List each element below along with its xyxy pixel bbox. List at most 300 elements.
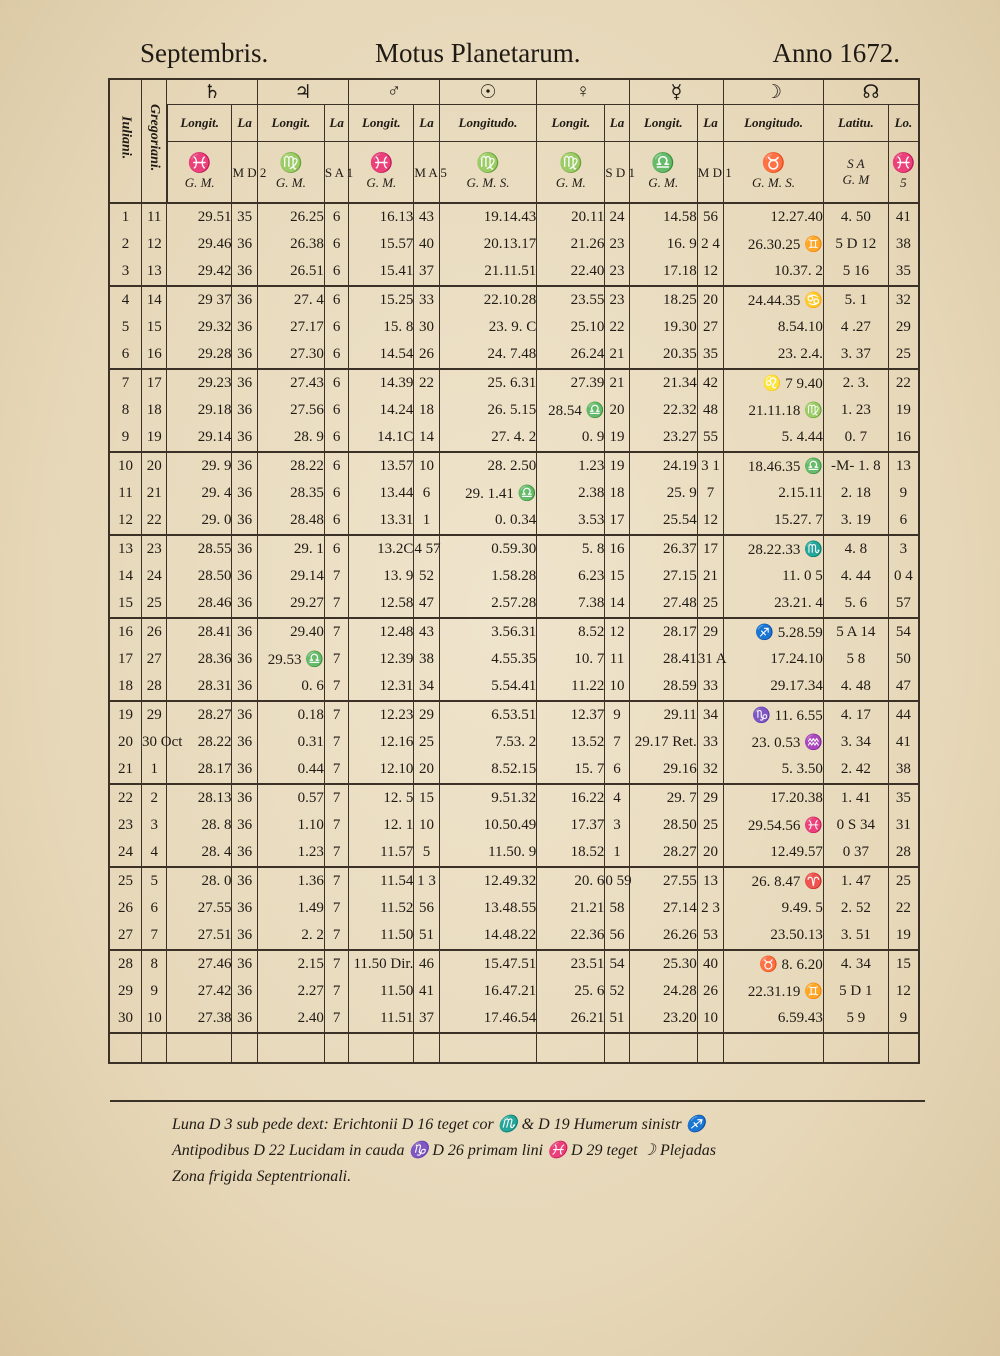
cell-vel: 11 <box>605 646 629 673</box>
cell-sa: 29.46 <box>167 231 232 258</box>
node-sign-cell: ♓ 5 <box>888 142 919 204</box>
cell-mo: 22.31.19 ♊ <box>724 978 824 1005</box>
cell-j: 7 <box>109 369 142 397</box>
cell-mal: 43 <box>414 618 439 646</box>
table-row <box>109 341 919 369</box>
cell-ve: 21.21 <box>537 895 605 922</box>
cell-g: 14 <box>142 286 167 314</box>
cell-g: 17 <box>142 369 167 397</box>
cell-no: 13 <box>888 452 919 480</box>
cell-ma: 12. 1 <box>349 812 414 839</box>
cell-mo: 24.44.35 ♋ <box>724 286 824 314</box>
cell-g: 16 <box>142 341 167 369</box>
cell-ve: 11.22 <box>537 673 605 701</box>
cell-ma: 12.48 <box>349 618 414 646</box>
cell-mo: 5. 4.44 <box>724 424 824 452</box>
cell-g: 20 <box>142 452 167 480</box>
empty-cell <box>823 1033 888 1063</box>
moon-latitude-label: Latitu. <box>823 105 888 142</box>
cell-mo: 23. 2.4. <box>724 341 824 369</box>
cell-ma: 13.31 <box>349 507 414 535</box>
cell-j: 13 <box>109 535 142 563</box>
cell-la: 2. 18 <box>823 480 888 507</box>
cell-sa: 29.32 <box>167 314 232 341</box>
cell-me: 25. 9 <box>629 480 697 507</box>
cell-jul: 7 <box>324 563 348 590</box>
cell-vel: 6 <box>605 756 629 784</box>
cell-me: 20.35 <box>629 341 697 369</box>
cell-no: 28 <box>888 839 919 867</box>
cell-g: 13 <box>142 258 167 286</box>
empty-cell <box>349 1033 414 1063</box>
cell-no: 25 <box>888 341 919 369</box>
cell-la: 0 S 34 <box>823 812 888 839</box>
cell-mal: 30 <box>414 314 439 341</box>
table-row <box>109 867 919 895</box>
cell-g: 11 <box>142 203 167 231</box>
cell-sa: 29.18 <box>167 397 232 424</box>
cell-me: 28.41 <box>629 646 697 673</box>
table-row <box>109 812 919 839</box>
cell-no: 9 <box>888 480 919 507</box>
cell-vel: 56 <box>605 922 629 950</box>
table-row <box>109 618 919 646</box>
cell-me: 29.17 Ret. <box>629 729 697 756</box>
cell-mal: 6 <box>414 480 439 507</box>
pisces-icon: ♓ <box>187 153 212 174</box>
cell-vel: 0 59 <box>605 867 629 895</box>
cell-j: 27 <box>109 922 142 950</box>
cell-sal: 36 <box>232 480 257 507</box>
cell-no: 57 <box>888 590 919 618</box>
cell-ju: 27.17 <box>257 314 324 341</box>
cell-so: 3.56.31 <box>439 618 537 646</box>
cell-ve: 22.36 <box>537 922 605 950</box>
cell-mal: 52 <box>414 563 439 590</box>
table-row <box>109 480 919 507</box>
cell-vel: 24 <box>605 203 629 231</box>
cell-mo: 23.21. 4 <box>724 590 824 618</box>
cell-so: 23. 9. C <box>439 314 537 341</box>
mercury-latitude-label: La <box>697 105 723 142</box>
cell-sal: 36 <box>232 701 257 729</box>
cell-mel: 35 <box>697 341 723 369</box>
cell-jul: 6 <box>324 258 348 286</box>
cell-mo: ♑ 11. 6.55 <box>724 701 824 729</box>
cell-sal: 36 <box>232 424 257 452</box>
cell-vel: 23 <box>605 258 629 286</box>
cell-ma: 11.52 <box>349 895 414 922</box>
cell-ve: 26.21 <box>537 1005 605 1033</box>
mars-latitude-label: La <box>414 105 439 142</box>
cell-sa: 29. 9 <box>167 452 232 480</box>
cell-g: 3 <box>142 812 167 839</box>
cell-j: 1 <box>109 203 142 231</box>
cell-ma: 15.25 <box>349 286 414 314</box>
cell-jul: 7 <box>324 729 348 756</box>
column-label-row <box>109 105 919 142</box>
cell-me: 23.27 <box>629 424 697 452</box>
table-row <box>109 646 919 673</box>
cell-so: 25. 6.31 <box>439 369 537 397</box>
cell-me: 14.58 <box>629 203 697 231</box>
libra-icon: ♎ <box>651 153 676 174</box>
cell-ju: 1.10 <box>257 812 324 839</box>
cell-so: 4.55.35 <box>439 646 537 673</box>
cell-ve: 5. 8 <box>537 535 605 563</box>
header-title: Motus Planetarum. <box>375 38 581 68</box>
cell-so: 14.48.22 <box>439 922 537 950</box>
cell-mal: 14 <box>414 424 439 452</box>
cell-vel: 23 <box>605 286 629 314</box>
cell-sa: 27.38 <box>167 1005 232 1033</box>
cell-sal: 35 <box>232 203 257 231</box>
cell-jul: 7 <box>324 812 348 839</box>
cell-ve: 7.38 <box>537 590 605 618</box>
cell-la: 5 D 1 <box>823 978 888 1005</box>
cell-ju: 29.40 <box>257 618 324 646</box>
cell-vel: 1 <box>605 839 629 867</box>
cell-jul: 7 <box>324 922 348 950</box>
cell-la: 5 8 <box>823 646 888 673</box>
cell-so: 21.11.51 <box>439 258 537 286</box>
mars-symbol: ♂ <box>349 79 439 105</box>
cell-la: 5 16 <box>823 258 888 286</box>
cell-no: 15 <box>888 950 919 978</box>
cell-no: 12 <box>888 978 919 1005</box>
cell-sal: 36 <box>232 258 257 286</box>
cell-g: 23 <box>142 535 167 563</box>
cell-mel: 20 <box>697 839 723 867</box>
cell-ju: 0. 6 <box>257 673 324 701</box>
cell-mel: 10 <box>697 1005 723 1033</box>
empty-cell <box>109 1033 142 1063</box>
saturn-symbol: ♄ <box>167 79 257 105</box>
cell-sal: 36 <box>232 507 257 535</box>
cell-mel: 56 <box>697 203 723 231</box>
cell-no: 16 <box>888 424 919 452</box>
cell-mal: 10 <box>414 452 439 480</box>
cell-so: 8.52.15 <box>439 756 537 784</box>
cell-j: 25 <box>109 867 142 895</box>
cell-jul: 6 <box>324 314 348 341</box>
cell-so: 2.57.28 <box>439 590 537 618</box>
cell-sal: 36 <box>232 314 257 341</box>
cell-no: 0 4 <box>888 563 919 590</box>
mercury-lat-code: M D 1 <box>697 142 723 204</box>
cell-sa: 29. 4 <box>167 480 232 507</box>
cell-j: 23 <box>109 812 142 839</box>
cell-mel: 2 4 <box>697 231 723 258</box>
cell-la: 4. 34 <box>823 950 888 978</box>
cell-no: 32 <box>888 286 919 314</box>
cell-me: 26.37 <box>629 535 697 563</box>
cell-jul: 7 <box>324 839 348 867</box>
table-row <box>109 369 919 397</box>
cell-me: 27.48 <box>629 590 697 618</box>
table-row <box>109 950 919 978</box>
cell-sa: 29 37 <box>167 286 232 314</box>
cell-mal: 25 <box>414 729 439 756</box>
table-row <box>109 258 919 286</box>
cell-ju: 2.15 <box>257 950 324 978</box>
footer-rule <box>110 1100 925 1102</box>
cell-ju: 26.51 <box>257 258 324 286</box>
cell-me: 24.28 <box>629 978 697 1005</box>
cell-la: 3. 34 <box>823 729 888 756</box>
cell-so: 15.47.51 <box>439 950 537 978</box>
cell-mel: 55 <box>697 424 723 452</box>
empty-cell <box>439 1033 537 1063</box>
cell-no: 29 <box>888 314 919 341</box>
cell-vel: 7 <box>605 729 629 756</box>
cell-no: 38 <box>888 231 919 258</box>
cell-sa: 28. 4 <box>167 839 232 867</box>
cell-mo: 5. 3.50 <box>724 756 824 784</box>
cell-vel: 15 <box>605 563 629 590</box>
cell-jul: 7 <box>324 701 348 729</box>
cell-sa: 28.17 <box>167 756 232 784</box>
table-row <box>109 673 919 701</box>
cell-me: 16. 9 <box>629 231 697 258</box>
cell-vel: 22 <box>605 314 629 341</box>
cell-so: 27. 4. 2 <box>439 424 537 452</box>
cell-ma: 13.44 <box>349 480 414 507</box>
cell-ju: 26.25 <box>257 203 324 231</box>
cell-vel: 4 <box>605 784 629 812</box>
cell-ma: 16.13 <box>349 203 414 231</box>
cell-g: 21 <box>142 480 167 507</box>
cell-j: 16 <box>109 618 142 646</box>
cell-ma: 11.50 <box>349 922 414 950</box>
venus-longitude-label: Longit. <box>537 105 605 142</box>
cell-sal: 36 <box>232 978 257 1005</box>
cell-la: 2. 42 <box>823 756 888 784</box>
cell-ve: 2.38 <box>537 480 605 507</box>
empty-cell <box>167 1033 232 1063</box>
cell-no: 35 <box>888 258 919 286</box>
cell-mo: ♌ 7 9.40 <box>724 369 824 397</box>
cell-j: 4 <box>109 286 142 314</box>
jupiter-lat-code: S A 1 <box>324 142 348 204</box>
cell-sa: 29.51 <box>167 203 232 231</box>
cell-g: 24 <box>142 563 167 590</box>
cell-ve: 8.52 <box>537 618 605 646</box>
cell-sa: 29.14 <box>167 424 232 452</box>
cell-ma: 12.23 <box>349 701 414 729</box>
cell-sal: 36 <box>232 231 257 258</box>
cell-mel: 48 <box>697 397 723 424</box>
cell-mal: 20 <box>414 756 439 784</box>
cell-la: 3. 19 <box>823 507 888 535</box>
cell-g: 15 <box>142 314 167 341</box>
cell-ve: 1.23 <box>537 452 605 480</box>
cell-sa: 28.22 <box>167 729 232 756</box>
cell-vel: 21 <box>605 341 629 369</box>
cell-ju: 27. 4 <box>257 286 324 314</box>
cell-me: 25.54 <box>629 507 697 535</box>
cell-so: 17.46.54 <box>439 1005 537 1033</box>
cell-sa: 27.51 <box>167 922 232 950</box>
header-year: Anno 1672. <box>772 38 900 68</box>
cell-me: 21.34 <box>629 369 697 397</box>
cell-j: 3 <box>109 258 142 286</box>
cell-me: 28.17 <box>629 618 697 646</box>
cell-ju: 2.27 <box>257 978 324 1005</box>
cell-no: 35 <box>888 784 919 812</box>
cell-so: 29. 1.41 ♎ <box>439 480 537 507</box>
cell-sa: 28.13 <box>167 784 232 812</box>
cell-mel: 25 <box>697 590 723 618</box>
empty-cell <box>629 1033 697 1063</box>
cell-sa: 27.42 <box>167 978 232 1005</box>
cell-ju: 29.53 ♎ <box>257 646 324 673</box>
cell-so: 13.48.55 <box>439 895 537 922</box>
cell-ma: 15.57 <box>349 231 414 258</box>
cell-mel: 32 <box>697 756 723 784</box>
cell-jul: 7 <box>324 895 348 922</box>
cell-mel: 34 <box>697 701 723 729</box>
cell-j: 28 <box>109 950 142 978</box>
pisces-icon: ♓ <box>369 153 394 174</box>
taurus-icon: ♉ <box>761 153 786 174</box>
cell-sa: 28. 8 <box>167 812 232 839</box>
cell-ma: 12.10 <box>349 756 414 784</box>
cell-mel: 29 <box>697 784 723 812</box>
cell-me: 28.50 <box>629 812 697 839</box>
cell-la: 1. 23 <box>823 397 888 424</box>
cell-vel: 9 <box>605 701 629 729</box>
cell-j: 21 <box>109 756 142 784</box>
cell-no: 22 <box>888 895 919 922</box>
cell-no: 22 <box>888 369 919 397</box>
cell-mal: 40 <box>414 231 439 258</box>
cell-vel: 58 <box>605 895 629 922</box>
table-row <box>109 978 919 1005</box>
cell-so: 11.50. 9 <box>439 839 537 867</box>
cell-jul: 6 <box>324 452 348 480</box>
cell-ju: 2.40 <box>257 1005 324 1033</box>
cell-me: 27.55 <box>629 867 697 895</box>
cell-jul: 7 <box>324 867 348 895</box>
cell-vel: 20 <box>605 397 629 424</box>
node-longitude-label: Lo. <box>888 105 919 142</box>
cell-me: 17.18 <box>629 258 697 286</box>
cell-mel: 33 <box>697 673 723 701</box>
lunar-notes <box>172 1112 872 1190</box>
cell-j: 12 <box>109 507 142 535</box>
cell-ju: 1.23 <box>257 839 324 867</box>
table-row <box>109 424 919 452</box>
cell-la: 5. 6 <box>823 590 888 618</box>
cell-la: 4 .27 <box>823 314 888 341</box>
cell-ma: 15.41 <box>349 258 414 286</box>
cell-so: 1.58.28 <box>439 563 537 590</box>
cell-mal: 46 <box>414 950 439 978</box>
cell-no: 44 <box>888 701 919 729</box>
cell-la: 4. 17 <box>823 701 888 729</box>
empty-cell <box>142 1033 167 1063</box>
cell-mel: 33 <box>697 729 723 756</box>
cell-mo: 29.17.34 <box>724 673 824 701</box>
cell-la: 4. 50 <box>823 203 888 231</box>
cell-sal: 36 <box>232 1005 257 1033</box>
moon-symbol: ☽ <box>724 79 824 105</box>
mercury-symbol: ☿ <box>629 79 724 105</box>
table-footer-row <box>109 1033 919 1063</box>
cell-me: 18.25 <box>629 286 697 314</box>
cell-ju: 1.36 <box>257 867 324 895</box>
cell-mel: 25 <box>697 812 723 839</box>
cell-so: 26. 5.15 <box>439 397 537 424</box>
cell-mal: 38 <box>414 646 439 673</box>
cell-no: 19 <box>888 922 919 950</box>
cell-la: 5 D 12 <box>823 231 888 258</box>
cell-mel: 26 <box>697 978 723 1005</box>
cell-vel: 14 <box>605 590 629 618</box>
header-month: Septembris. <box>140 38 269 68</box>
cell-sa: 28.41 <box>167 618 232 646</box>
cell-j: 22 <box>109 784 142 812</box>
cell-sa: 28. 0 <box>167 867 232 895</box>
cell-mal: 41 <box>414 978 439 1005</box>
cell-ju: 26.38 <box>257 231 324 258</box>
cell-so: 24. 7.48 <box>439 341 537 369</box>
cell-sa: 28.31 <box>167 673 232 701</box>
cell-g: 22 <box>142 507 167 535</box>
cell-mal: 22 <box>414 369 439 397</box>
venus-sign-cell: ♍ G. M. <box>537 142 605 204</box>
cell-ma: 11.54 <box>349 867 414 895</box>
empty-cell <box>888 1033 919 1063</box>
cell-g: 27 <box>142 646 167 673</box>
cell-jul: 6 <box>324 424 348 452</box>
cell-jul: 6 <box>324 286 348 314</box>
cell-la: 1. 47 <box>823 867 888 895</box>
cell-la: 5. 1 <box>823 286 888 314</box>
cell-la: 3. 51 <box>823 922 888 950</box>
zodiac-sign-row <box>109 142 919 204</box>
cell-sal: 36 <box>232 867 257 895</box>
cell-so: 20.13.17 <box>439 231 537 258</box>
cell-vel: 10 <box>605 673 629 701</box>
cell-mal: 1 <box>414 507 439 535</box>
moon-lat-sign-cell: S A G. M <box>823 142 888 204</box>
cell-g: 1 <box>142 756 167 784</box>
cell-j: 29 <box>109 978 142 1005</box>
cell-sal: 36 <box>232 286 257 314</box>
cell-mo: 15.27. 7 <box>724 507 824 535</box>
cell-jul: 7 <box>324 673 348 701</box>
cell-sa: 29.42 <box>167 258 232 286</box>
cell-la: 4. 48 <box>823 673 888 701</box>
cell-j: 6 <box>109 341 142 369</box>
cell-mo: 29.54.56 ♓ <box>724 812 824 839</box>
virgo-icon: ♍ <box>476 153 500 174</box>
empty-cell <box>724 1033 824 1063</box>
cell-sal: 36 <box>232 922 257 950</box>
cell-la: 2. 52 <box>823 895 888 922</box>
cell-sal: 36 <box>232 452 257 480</box>
cell-jul: 7 <box>324 618 348 646</box>
jupiter-sign-cell: ♍ G. M. <box>257 142 324 204</box>
cell-ju: 0.31 <box>257 729 324 756</box>
saturn-sign-cell: ♓ G. M. <box>167 142 232 204</box>
table-row <box>109 452 919 480</box>
cell-sal: 36 <box>232 341 257 369</box>
cell-ve: 13.52 <box>537 729 605 756</box>
cell-ma: 11.50 <box>349 978 414 1005</box>
